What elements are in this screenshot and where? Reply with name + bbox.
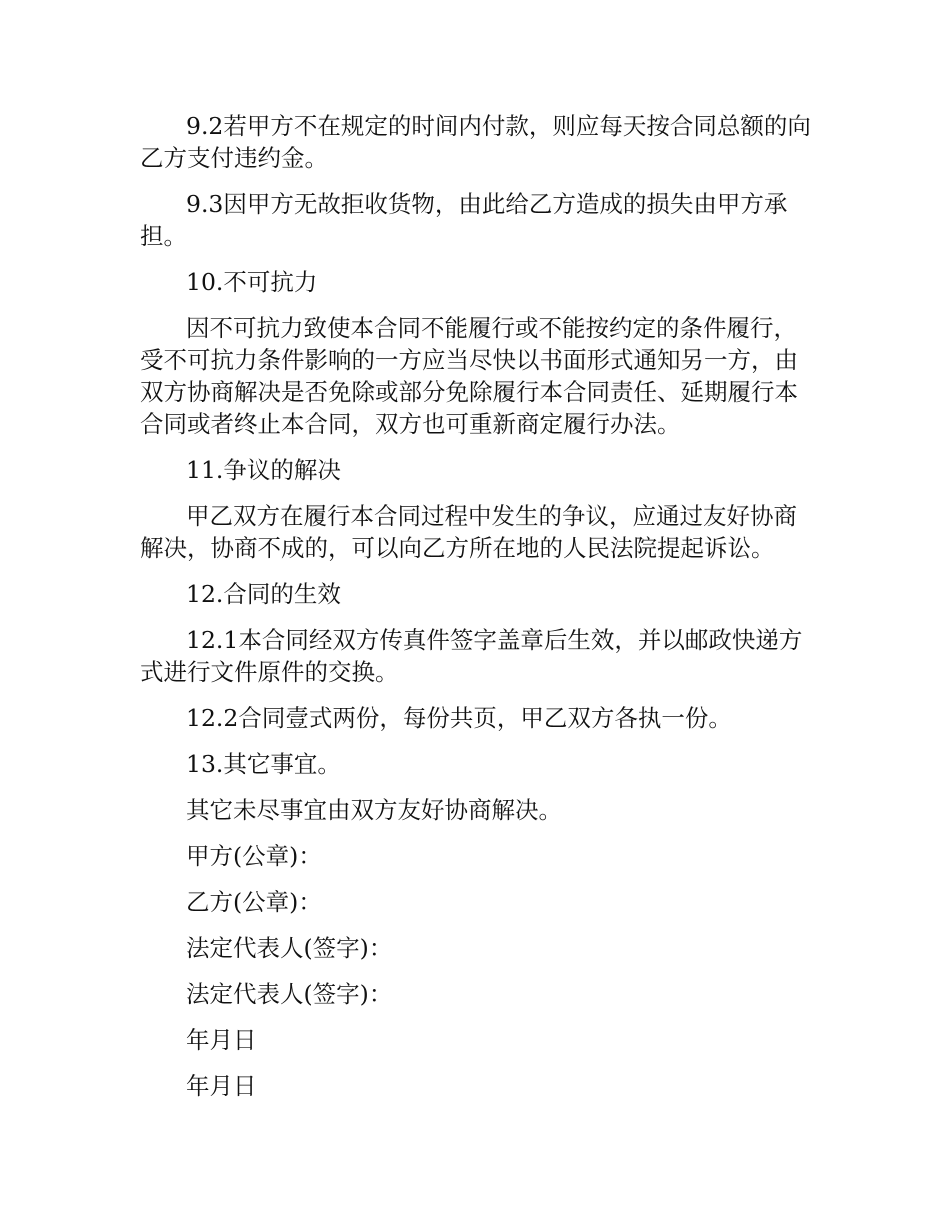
legal-rep-b-signature: 法定代表人(签字)： (186, 980, 393, 1008)
party-a-seal: 甲方(公章)： (186, 842, 322, 870)
date-a: 年月日 (186, 1026, 257, 1054)
legal-rep-a-signature: 法定代表人(签字)： (186, 934, 393, 962)
clause-dispute-resolution: 甲乙双方在履行本合同过程中发生的争议，应通过友好协商解决，协商不成的，可以向乙方所在地的人民法院提起诉讼。 (140, 502, 797, 562)
heading-dispute-resolution: 11.争议的解决 (186, 456, 341, 484)
heading-other-matters: 13.其它事宜。 (186, 750, 341, 778)
heading-contract-effect: 12.合同的生效 (186, 580, 341, 608)
clause-12-1: 12.1本合同经双方传真件签字盖章后生效，并以邮政快递方式进行文件原件的交换。 (140, 626, 803, 686)
date-b: 年月日 (186, 1072, 257, 1100)
party-b-seal: 乙方(公章)： (186, 888, 322, 916)
heading-force-majeure: 10.不可抗力 (186, 268, 318, 296)
clause-9-3: 9.3因甲方无故拒收货物，由此给乙方造成的损失由甲方承担。 (140, 190, 788, 250)
document-body (140, 110, 820, 1116)
clause-9-2: 9.2若甲方不在规定的时间内付款，则应每天按合同总额的向乙方支付违约金。 (140, 112, 811, 172)
clause-12-2: 12.2合同壹式两份，每份共页，甲乙双方各执一份。 (186, 704, 732, 732)
clause-force-majeure: 因不可抗力致使本合同不能履行或不能按约定的条件履行，受不可抗力条件影响的一方应当尽快以书面形式通知另一方，由双方协商解决是否免除或部分免除履行本合同责任、延期履行本合同或者终止本合同，双方也可重新商定履行办法。 (140, 314, 798, 438)
clause-other-matters: 其它未尽事宜由双方友好协商解决。 (186, 796, 562, 824)
